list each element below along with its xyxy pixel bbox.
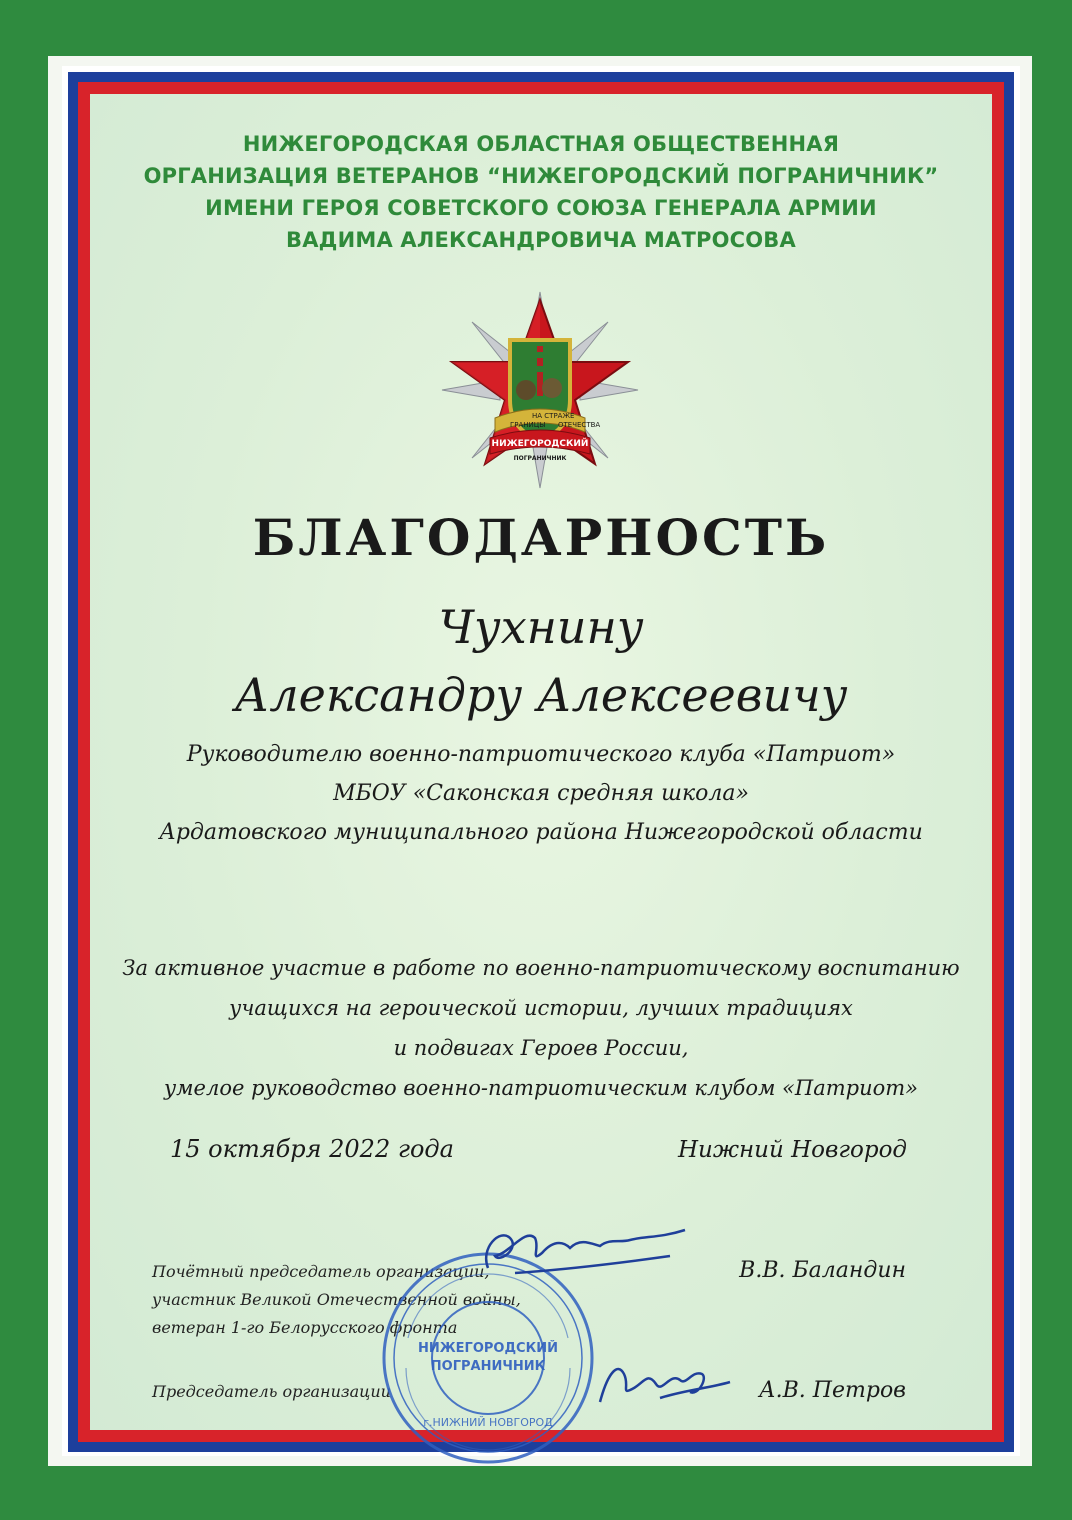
emblem-ribbon-right: ОТЕЧЕСТВА <box>558 421 601 429</box>
emblem-ribbon-left: ГРАНИЦЫ <box>510 421 546 429</box>
position-line-3: Ардатовского муниципального района Нижегородской области <box>159 820 923 845</box>
stamp-city: г.НИЖНИЙ НОВГОРОД <box>423 1416 553 1429</box>
stamp-center-line-2: ПОГРАНИЧНИК <box>430 1359 546 1374</box>
border-guard-star-emblem <box>440 290 640 490</box>
organization-header <box>90 128 992 256</box>
reason-line-1: За активное участие в работе по военно-патриотическому воспитанию <box>122 956 960 980</box>
signatory-1-line-2: участник Великой Отечественной войны, <box>152 1290 521 1309</box>
position-line-1: Руководителю военно-патриотического клуба «Патриот» <box>186 742 896 767</box>
header-line-2: ОРГАНИЗАЦИЯ ВЕТЕРАНОВ “НИЖЕГОРОДСКИЙ ПОГРАНИЧНИК” <box>143 164 939 188</box>
award-date: 15 октября 2022 года <box>170 1135 454 1163</box>
certificate-title: БЛАГОДАРНОСТЬ <box>252 508 830 567</box>
signatory-1-line-1: Почётный председатель организации, <box>152 1262 490 1281</box>
header-line-3: ИМЕНИ ГЕРОЯ СОВЕТСКОГО СОЮЗА ГЕНЕРАЛА АРМИИ <box>205 196 877 220</box>
position-line-2: МБОУ «Саконская средняя школа» <box>333 781 749 806</box>
signatory-1-name: В.В. Баландин <box>739 1258 906 1283</box>
signature-1-graphic <box>470 1208 710 1288</box>
header-line-4: ВАДИМА АЛЕКСАНДРОВИЧА МАТРОСОВА <box>286 228 796 252</box>
signature-2-graphic <box>590 1352 740 1412</box>
award-city: Нижний Новгород <box>677 1137 907 1163</box>
recipient-given-name: Александру Алексеевичу <box>234 668 848 722</box>
signatory-2-name: А.В. Петров <box>758 1378 906 1403</box>
emblem-banner2: ПОГРАНИЧНИК <box>513 455 567 462</box>
signatory-1-line-3: ветеран 1-го Белорусского фронта <box>152 1318 458 1337</box>
reason-line-4: умелое руководство военно-патриотическим клубом «Патриот» <box>163 1076 919 1100</box>
stamp-center-line-1: НИЖЕГОРОДСКИЙ <box>418 1341 558 1356</box>
signatory-2-line-1: Председатель организации <box>152 1382 391 1401</box>
award-reason <box>120 948 962 1108</box>
reason-line-2: учащихся на героической истории, лучших традициях <box>229 996 853 1020</box>
recipient-surname: Чухнину <box>438 600 644 654</box>
reason-line-3: и подвигах Героев России, <box>393 1036 689 1060</box>
signatory-2-titles <box>152 1378 391 1406</box>
emblem-ribbon-mid: НА СТРАЖЕ <box>532 412 575 420</box>
header-line-1: НИЖЕГОРОДСКАЯ ОБЛАСТНАЯ ОБЩЕСТВЕННАЯ <box>242 132 840 156</box>
recipient-position <box>120 735 962 852</box>
emblem-banner: НИЖЕГОРОДСКИЙ <box>491 439 589 449</box>
